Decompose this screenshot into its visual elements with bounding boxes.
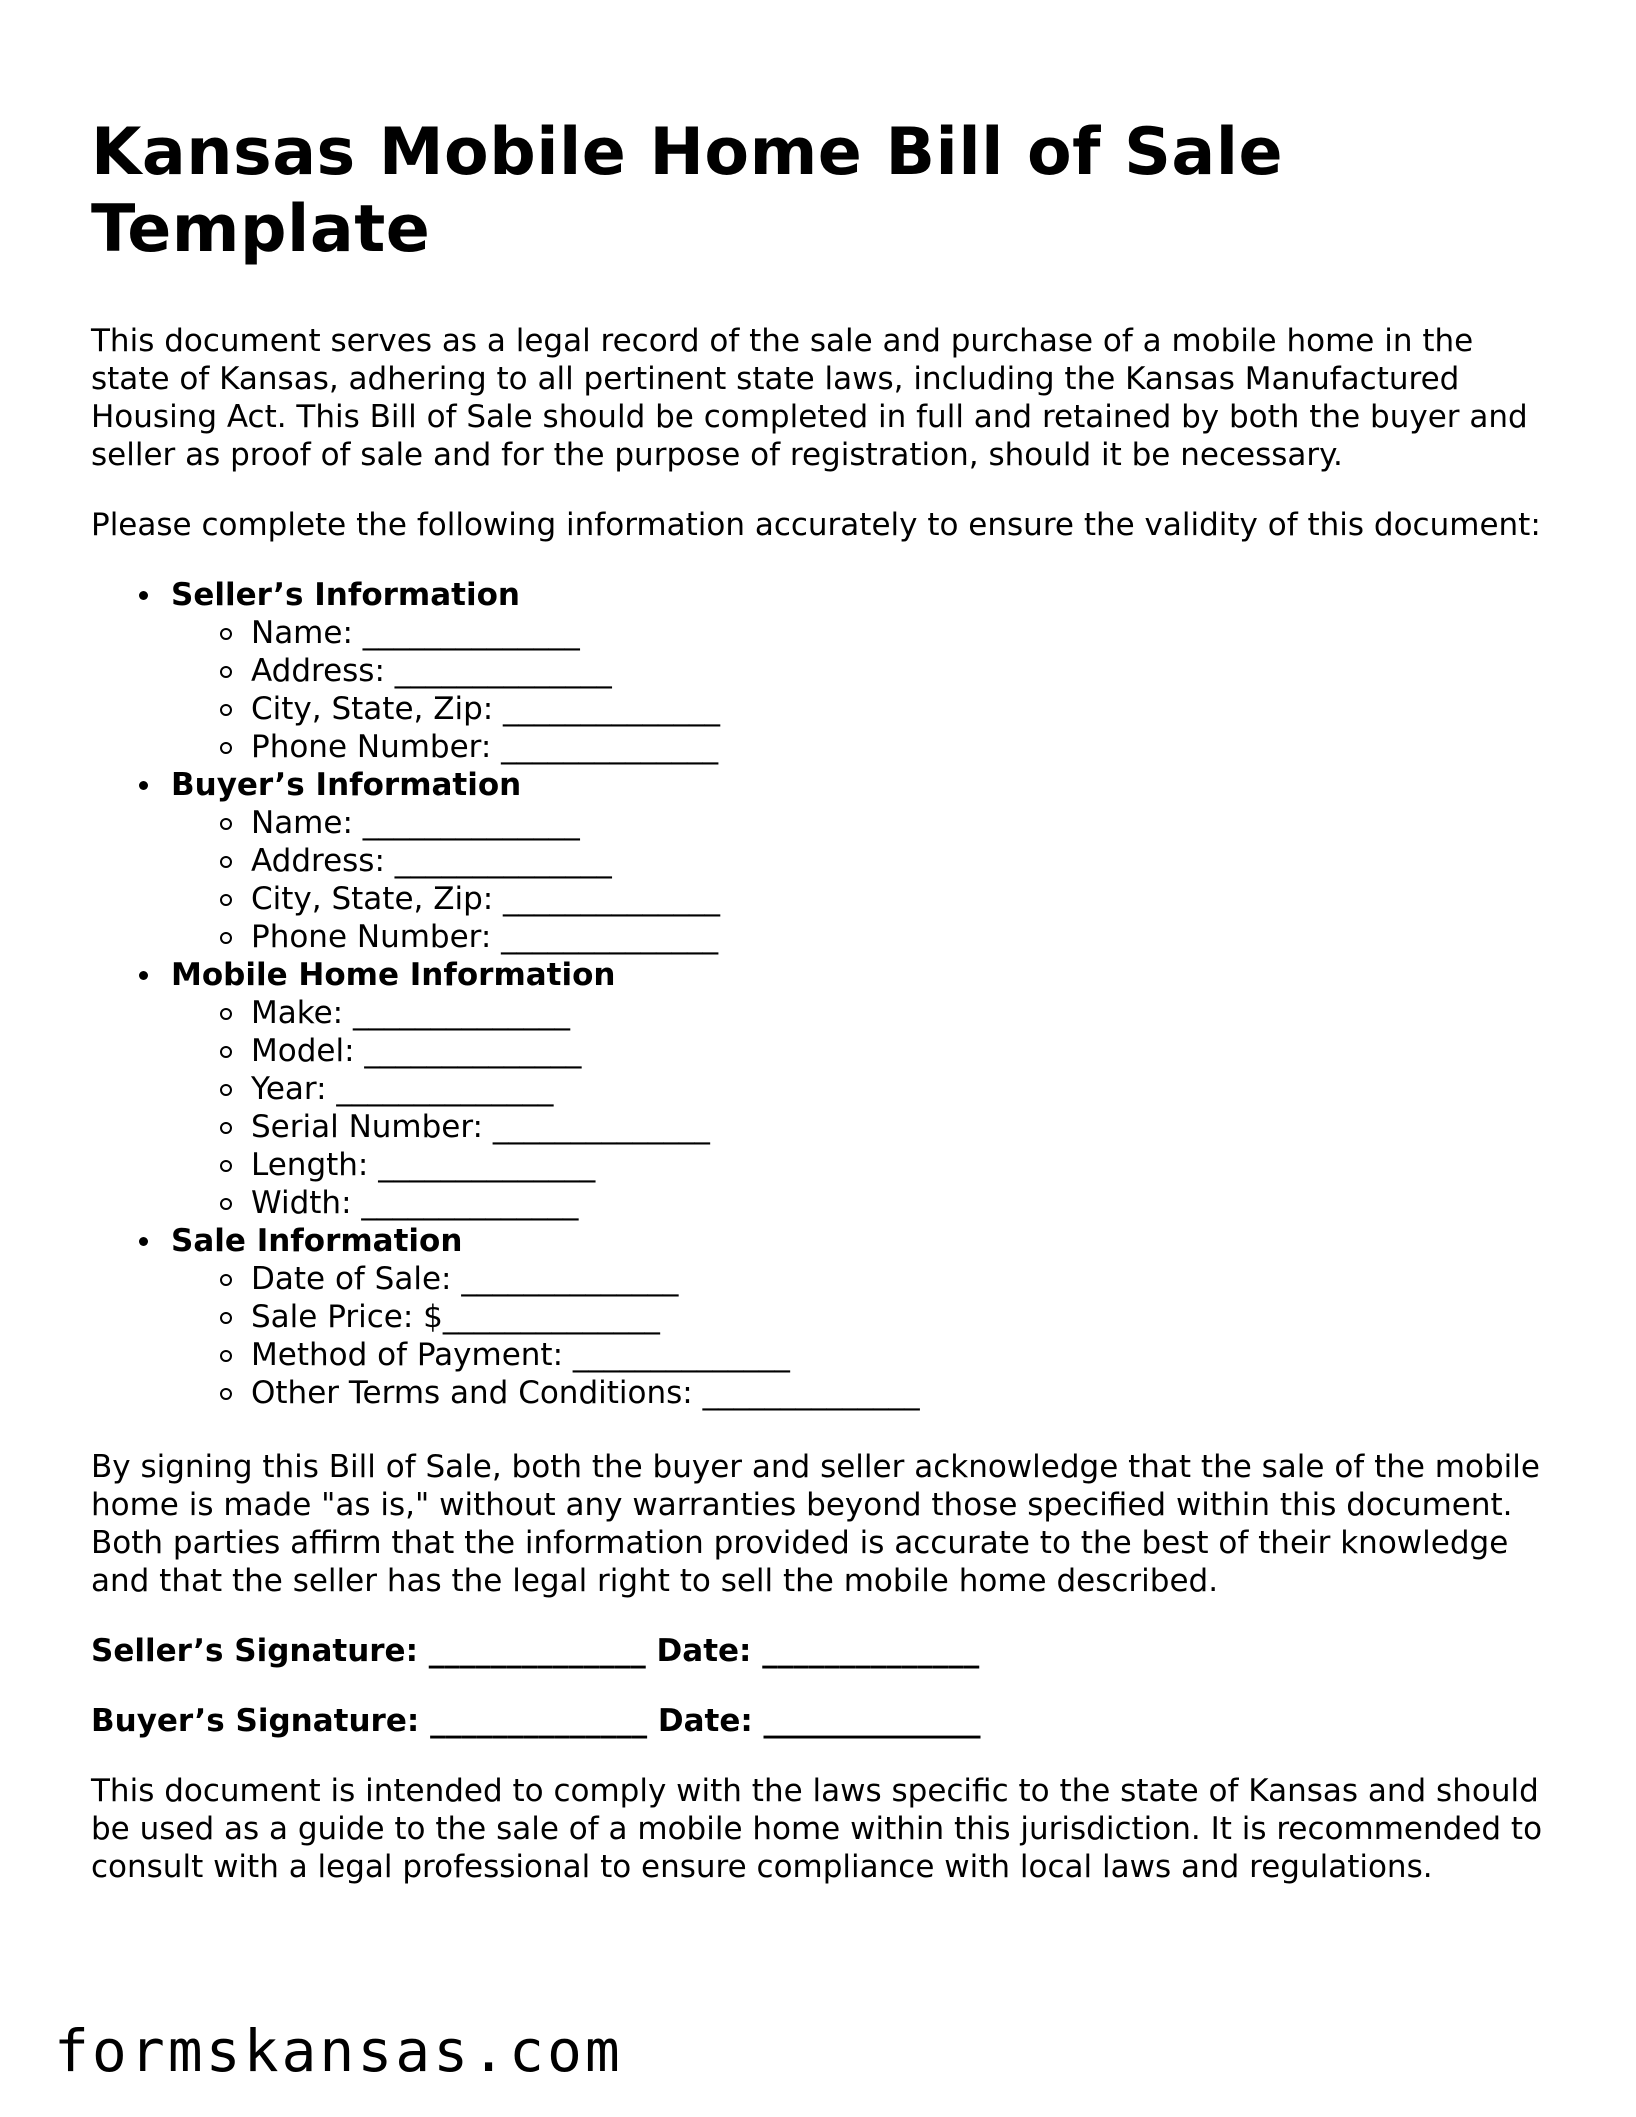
- section-seller-info: [91, 576, 1551, 766]
- field-list: [171, 994, 1551, 1222]
- field-other-terms: Other Terms and Conditions: ______________: [251, 1374, 1551, 1412]
- field-serial-number: Serial Number: ______________: [251, 1108, 1551, 1146]
- field-buyer-name: Name: ______________: [251, 804, 1551, 842]
- document-page: [91, 114, 1551, 1918]
- field-year: Year: ______________: [251, 1070, 1551, 1108]
- section-title: Seller’s Information: [171, 576, 1551, 614]
- section-sale-info: [91, 1222, 1551, 1412]
- field-buyer-city-state-zip: City, State, Zip: ______________: [251, 880, 1551, 918]
- section-title: Sale Information: [171, 1222, 1551, 1260]
- field-seller-name: Name: ______________: [251, 614, 1551, 652]
- seller-signature-line: Seller’s Signature: ______________ Date: ______________: [91, 1633, 980, 1669]
- field-seller-phone: Phone Number: ______________: [251, 728, 1551, 766]
- field-method-of-payment: Method of Payment: ______________: [251, 1336, 1551, 1374]
- instruction-paragraph: Please complete the following information accurately to ensure the validity of this document:: [91, 507, 1541, 543]
- buyer-signature-line: Buyer’s Signature: ______________ Date: ______________: [91, 1703, 981, 1739]
- field-seller-city-state-zip: City, State, Zip: ______________: [251, 690, 1551, 728]
- field-buyer-phone: Phone Number: ______________: [251, 918, 1551, 956]
- field-date-of-sale: Date of Sale: ______________: [251, 1260, 1551, 1298]
- field-list: [171, 614, 1551, 766]
- section-buyer-info: [91, 766, 1551, 956]
- field-model: Model: ______________: [251, 1032, 1551, 1070]
- intro-paragraph: This document serves as a legal record of the sale and purchase of a mobile home in the state of Kansas, adhering to all pertinent state laws, including the Kansas Manufactured Housing Act. This Bill of Sale should be completed in full and retained by both the buyer and seller as proof of sale and for the purpose of registration, should it be necessary.: [91, 323, 1528, 473]
- field-seller-address: Address: ______________: [251, 652, 1551, 690]
- field-sale-price: Sale Price: $______________: [251, 1298, 1551, 1336]
- brand-watermark: formskansas.com: [54, 2017, 623, 2085]
- field-make: Make: ______________: [251, 994, 1551, 1032]
- field-width: Width: ______________: [251, 1184, 1551, 1222]
- section-mobile-home-info: [91, 956, 1551, 1222]
- field-list: [171, 1260, 1551, 1412]
- field-length: Length: ______________: [251, 1146, 1551, 1184]
- disclaimer-paragraph: This document is intended to comply with the laws specific to the state of Kansas and should be used as a guide to the sale of a mobile home within this jurisdiction. It is recommended to consult with a legal professional to ensure compliance with local laws and regulations.: [91, 1773, 1543, 1885]
- section-title: Mobile Home Information: [171, 956, 1551, 994]
- field-buyer-address: Address: ______________: [251, 842, 1551, 880]
- field-list: [171, 804, 1551, 956]
- section-title: Buyer’s Information: [171, 766, 1551, 804]
- acknowledgement-paragraph: By signing this Bill of Sale, both the buyer and seller acknowledge that the sale of the mobile home is made "as is," without any warranties beyond those specified within this document. Both parties affirm that the information provided is accurate to the best of their knowledge and that the seller has the legal right to sell the mobile home described.: [91, 1449, 1540, 1599]
- form-sections: [91, 576, 1551, 1412]
- document-title: Kansas Mobile Home Bill of Sale Template: [91, 115, 1284, 267]
